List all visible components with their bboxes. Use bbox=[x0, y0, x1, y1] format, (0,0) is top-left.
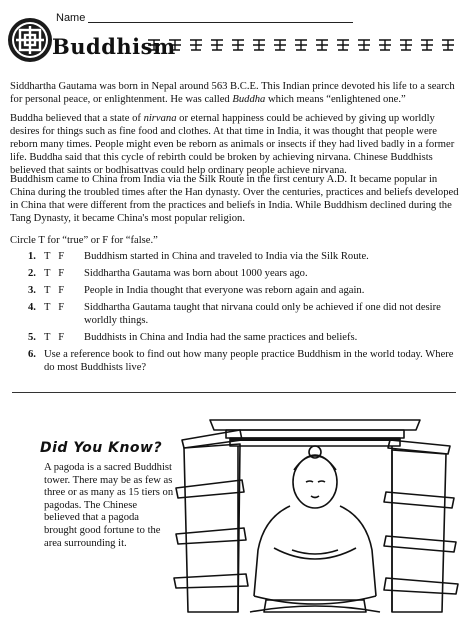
did-you-know-title: Did You Know? bbox=[40, 440, 163, 456]
border-motif bbox=[379, 40, 391, 50]
border-motif bbox=[190, 40, 202, 50]
answer-line[interactable] bbox=[12, 392, 456, 393]
intro-paragraph-2: Buddha believed that a state of nirvana or eternal happiness could be achieved by giving up worldly desires for things such as fine food and clothes. At that time in India, it was thought that people were reborn many times. People might even be reborn as animals or insects if they had lived badly in a former life. Buddha said that this cycle of rebirth could be broken by achieving nirvana. Chinese Buddhists believed that saints or bodhisattvas could help ordinary people achieve nirvana. bbox=[10, 113, 455, 176]
border-motif bbox=[211, 40, 223, 50]
true-false-choice[interactable]: T F bbox=[44, 332, 65, 343]
border-motif bbox=[442, 40, 454, 50]
chinese-knot-emblem-icon bbox=[6, 16, 54, 64]
border-motif bbox=[316, 40, 328, 50]
border-motif bbox=[232, 40, 244, 50]
border-motif bbox=[358, 40, 370, 50]
quiz-statement: Siddhartha Gautama taught that nirvana could only be achieved if one did not desire worldly things. bbox=[84, 302, 441, 326]
pagoda-buddha-illustration bbox=[170, 400, 460, 622]
intro-paragraph-3: Buddhism came to China from India via the Silk Route in the first century A.D. It became popular in China during the troubled times after the Han dynasty. Over the centuries, practices and beliefs developed in China that were different from the practices and beliefs in India. While Buddhism declined during the Tang Dynasty, it became China's most popular religion. bbox=[10, 174, 459, 224]
did-you-know-text: A pagoda is a sacred Buddhist tower. There may be as few as three or as many as 15 tiers on pagodas. The Chinese believed that a pagoda brought good fortune to the area surrounding it. bbox=[44, 462, 174, 549]
border-motif bbox=[148, 40, 160, 50]
border-motif bbox=[169, 40, 181, 50]
quiz-number: 1. bbox=[28, 251, 36, 262]
quiz-number: 3. bbox=[28, 285, 36, 296]
decorative-border bbox=[142, 38, 462, 52]
quiz-statement: Buddhists in China and India had the same practices and beliefs. bbox=[84, 332, 358, 343]
intro-paragraph-1: Siddhartha Gautama was born in Nepal around 563 B.C.E. This Indian prince devoted his life to a search for personal peace, or enlightenment. He was called Buddha which means “enlightened one.” bbox=[10, 81, 455, 105]
border-motif bbox=[421, 40, 433, 50]
border-motif bbox=[337, 40, 349, 50]
name-label: Name bbox=[56, 12, 86, 24]
true-false-choice[interactable]: T F bbox=[44, 268, 65, 279]
quiz-instructions: Circle T for “true” or F for “false.” bbox=[10, 235, 158, 246]
name-field-line[interactable] bbox=[88, 22, 353, 23]
quiz-prompt: Use a reference book to find out how many people practice Buddhism in the world today. Where do most Buddhists live? bbox=[44, 349, 454, 373]
quiz-statement: Siddhartha Gautama was born about 1000 years ago. bbox=[84, 268, 308, 279]
true-false-choice[interactable]: T F bbox=[44, 302, 65, 313]
quiz-statement: Buddhism started in China and traveled to India via the Silk Route. bbox=[84, 251, 369, 262]
border-motif bbox=[253, 40, 265, 50]
border-motif bbox=[274, 40, 286, 50]
quiz-number: 4. bbox=[28, 302, 36, 313]
quiz-number: 2. bbox=[28, 268, 36, 279]
quiz-statement: People in India thought that everyone was reborn again and again. bbox=[84, 285, 365, 296]
border-motif bbox=[295, 40, 307, 50]
quiz-number: 5. bbox=[28, 332, 36, 343]
true-false-choice[interactable]: T F bbox=[44, 251, 65, 262]
border-motif bbox=[400, 40, 412, 50]
page-title: Buddhism bbox=[52, 34, 176, 59]
true-false-choice[interactable]: T F bbox=[44, 285, 65, 296]
quiz-number: 6. bbox=[28, 349, 36, 360]
